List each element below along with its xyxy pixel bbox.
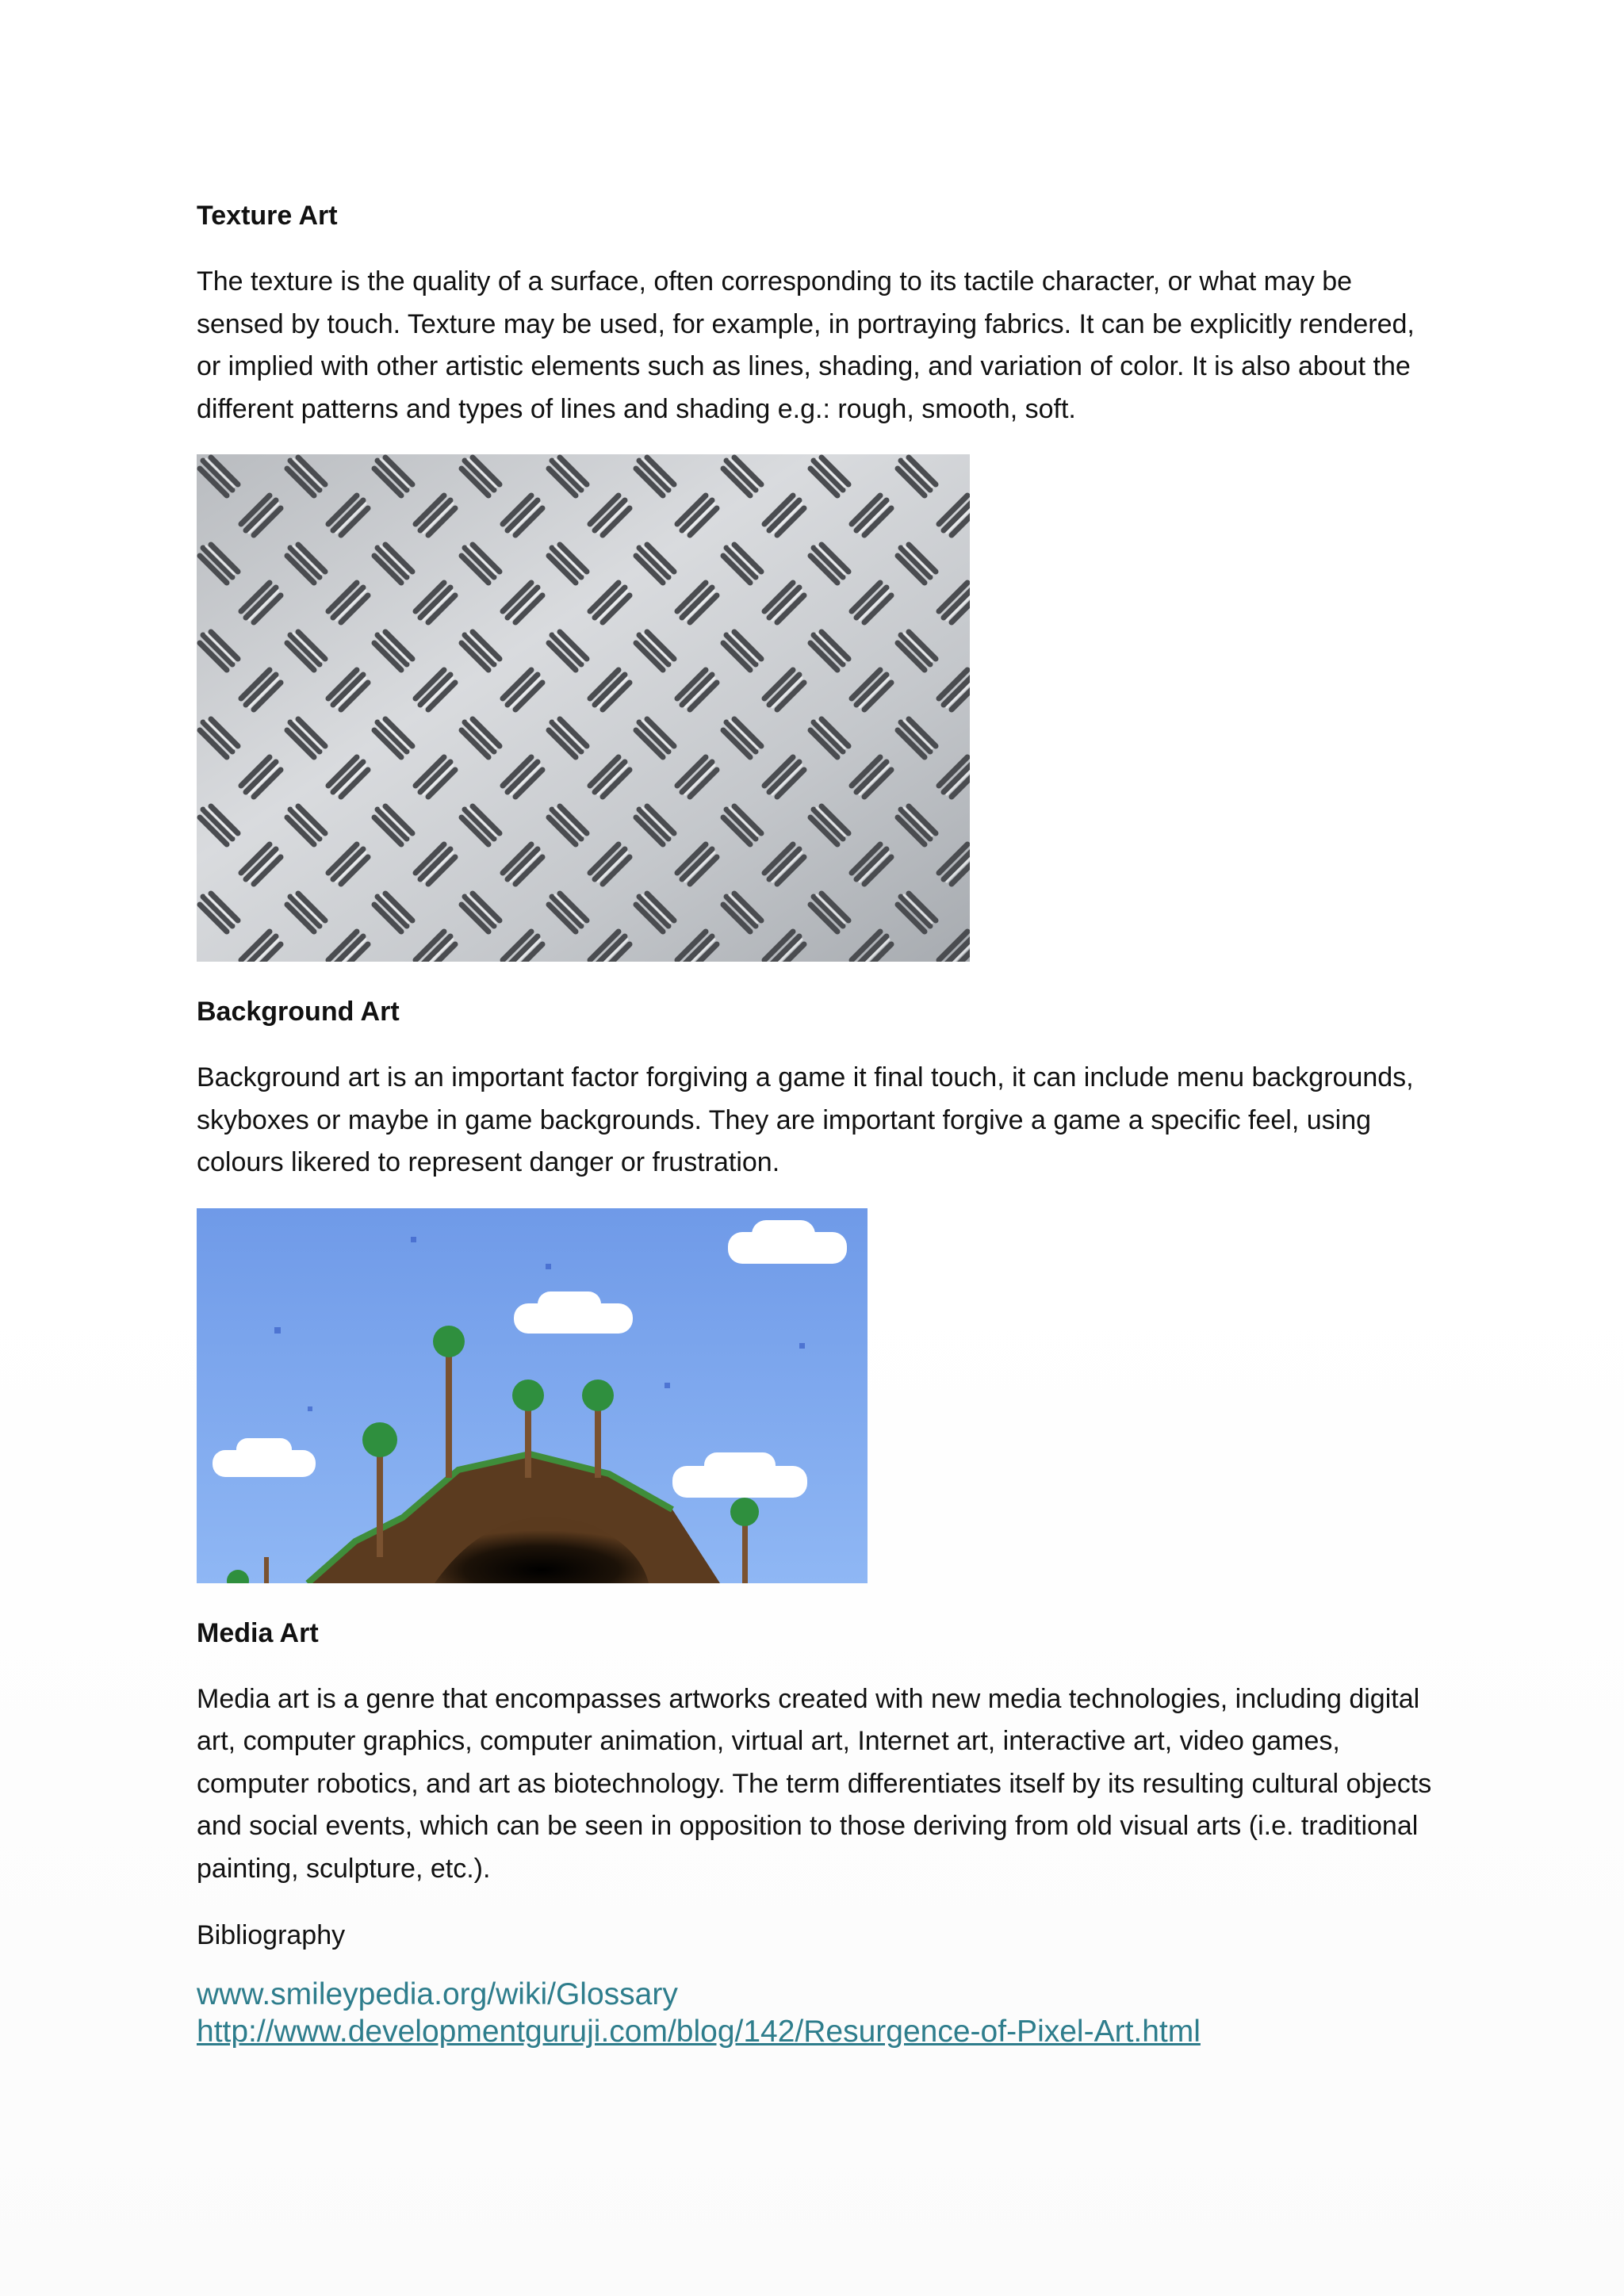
bibliography-link-smileypedia[interactable]: www.smileypedia.org/wiki/Glossary — [197, 1977, 678, 2011]
media-art-paragraph: Media art is a genre that encompasses artworks created with new media technologies, including digital art, computer graphics, computer animation, virtual art, Internet art, interactive art, video games, computer robotics, and art as biotechnology. The term differentiates itself by its resulting cultural objects and social events, which can be seen in opposition to those deriving from old visual arts (i.e. traditional painting, sculpture, etc.). — [197, 1683, 1432, 1884]
media-art-heading: Media Art — [197, 1617, 319, 1648]
texture-art-heading: Texture Art — [197, 201, 338, 231]
texture-art-paragraph: The texture is the quality of a surface, often corresponding to its tactile character, or what may be sensed by touch. Texture may be used, for example, in portraying fabrics. It can be explicitly rendered, or implied with other artistic elements such as lines, shading, and variation of color. It is also about the different patterns and types of lines and shading e.g.: rough, smooth, soft. — [197, 266, 1415, 424]
document-content — [197, 194, 1434, 2050]
background-art-paragraph: Background art is an important factor forgiving a game it final touch, it can include menu backgrounds, skyboxes or maybe in game backgrounds. They are important forgive a game a specific feel, using colours likered to represent danger or frustration. — [197, 1062, 1414, 1177]
bibliography-link-developmentguruji[interactable]: http://www.developmentguruji.com/blog/142/Resurgence-of-Pixel-Art.html — [197, 2015, 1201, 2049]
bibliography-title: Bibliography — [197, 1920, 346, 1950]
bibliography-links — [197, 1976, 1434, 2050]
pixel-game-background-image — [197, 1208, 868, 1583]
background-art-heading: Background Art — [197, 997, 400, 1027]
diamond-plate-texture-image — [197, 454, 970, 962]
